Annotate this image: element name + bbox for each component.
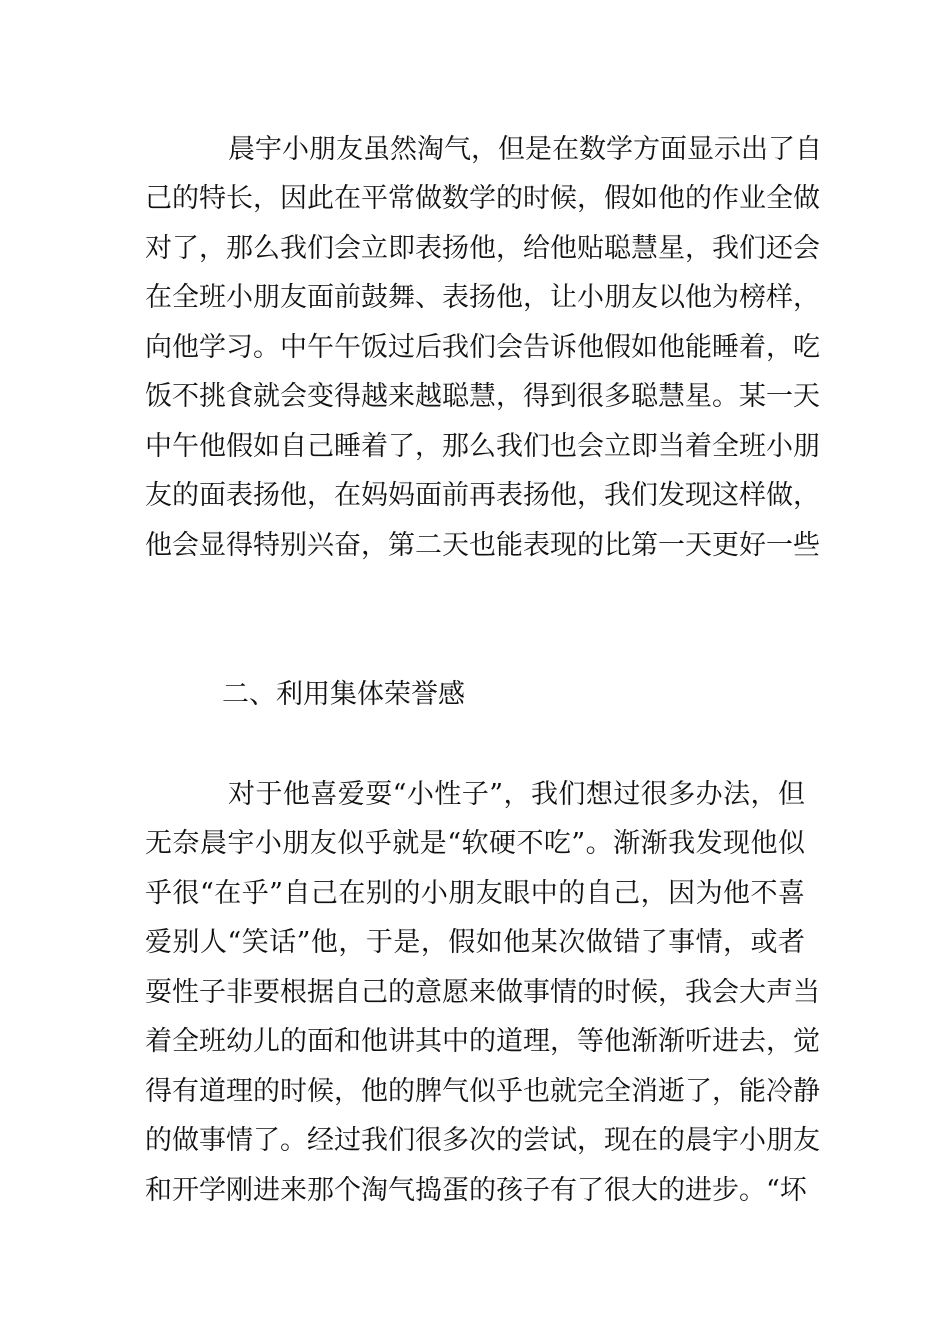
paragraph-1-line: 中午他假如自己睡着了，那么我们也会立即当着全班小朋 — [145, 431, 820, 462]
paragraph-1-line: 在全班小朋友面前鼓舞、表扬他，让小朋友以他为榜样， — [145, 282, 820, 313]
paragraph-1-line: 友的面表扬他，在妈妈面前再表扬他，我们发现这样做， — [145, 480, 820, 511]
paragraph-2-line: 的做事情了。经过我们很多次的尝试，现在的晨宇小朋友 — [145, 1125, 820, 1156]
paragraph-2-line: 和开学刚进来那个淘气捣蛋的孩子有了很大的进步。“坏 — [145, 1175, 807, 1206]
paragraph-2-line: 耍性子非要根据自己的意愿来做事情的时候，我会大声当 — [145, 977, 820, 1008]
paragraph-1-line: 对了，那么我们会立即表扬他，给他贴聪慧星，我们还会 — [145, 233, 820, 264]
paragraph-2-line: 对于他喜爱耍“小性子”，我们想过很多办法，但 — [228, 779, 805, 810]
paragraph-2-line: 着全班幼儿的面和他讲其中的道理，等他渐渐听进去，觉 — [145, 1026, 820, 1057]
paragraph-1-line: 向他学习。中午午饭过后我们会告诉他假如他能睡着，吃 — [145, 332, 820, 363]
paragraph-1-line: 他会显得特别兴奋，第二天也能表现的比第一天更好一些 — [145, 530, 820, 561]
paragraph-1-line: 晨宇小朋友虽然淘气，但是在数学方面显示出了自 — [228, 134, 822, 165]
paragraph-2-line: 爱别人“笑话”他，于是，假如他某次做错了事情，或者 — [145, 927, 805, 958]
paragraph-2-line: 得有道理的时候，他的脾气似乎也就完全消逝了，能冷静 — [145, 1076, 820, 1107]
paragraph-1-line: 己的特长，因此在平常做数学的时候，假如他的作业全做 — [145, 183, 820, 214]
paragraph-2-line: 无奈晨宇小朋友似乎就是“软硬不吃”。渐渐我发现他似 — [145, 828, 805, 859]
paragraph-2-line: 乎很“在乎”自己在别的小朋友眼中的自己，因为他不喜 — [145, 878, 805, 909]
section-heading: 二、利用集体荣誉感 — [222, 679, 465, 710]
paragraph-1-line: 饭不挑食就会变得越来越聪慧，得到很多聪慧星。某一天 — [145, 381, 820, 412]
